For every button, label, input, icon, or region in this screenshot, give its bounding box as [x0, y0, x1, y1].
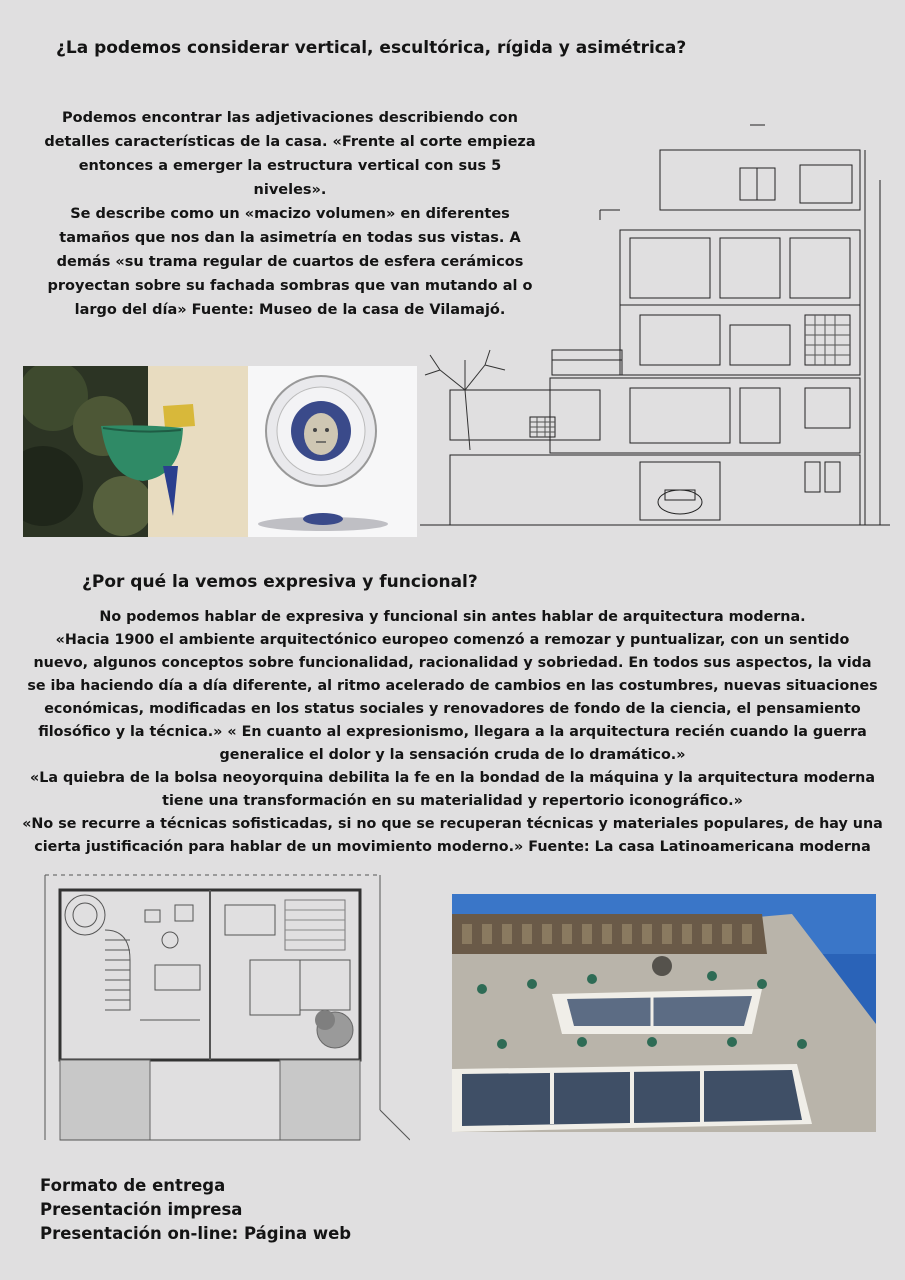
paragraph-line: económicas, modificadas en los status sociales y renovadores de fondo de la ciencia, el pensamiento	[44, 701, 861, 717]
heading-vertical-question: ¿La podemos considerar vertical, escultórica, rígida y asimétrica?	[56, 38, 687, 58]
paragraph-line: nuevo, algunos conceptos sobre funcionalidad, racionalidad y sobriedad. En todos sus aspectos, la vida	[33, 655, 872, 671]
paragraph-line: No podemos hablar de expresiva y funcional sin antes hablar de arquitectura moderna.	[99, 609, 806, 625]
paragraph-line: Podemos encontrar las adjetivaciones describiendo con	[62, 110, 518, 126]
delivery-line: Formato de entrega	[40, 1176, 226, 1195]
paragraph-line: cierta justificación para hablar de un movimiento moderno.» Fuente: La casa Latinoamericana moderna	[34, 839, 871, 855]
delivery-line: Presentación impresa	[40, 1200, 243, 1219]
paragraph-line: «Hacia 1900 el ambiente arquitectónico europeo comenzó a remozar y puntualizar, con un sentido	[55, 632, 850, 648]
paragraph-line: largo del día» Fuente: Museo de la casa de Vilamajó.	[74, 302, 506, 318]
floor-plan-drawing	[40, 870, 410, 1155]
paragraph-line: tamaños que nos dan la asimetría en todas sus vistas. A	[59, 230, 521, 246]
paragraph-line: se iba haciendo día a día diferente, al ritmo acelerado de cambios en las costumbres, nuevas situaciones	[27, 678, 878, 694]
paragraph-line: proyectan sobre su fachada sombras que van mutando al o	[47, 278, 533, 294]
paragraph-line: demás «su trama regular de cuartos de esfera cerámicos	[56, 254, 524, 270]
paragraph-modern-architecture	[10, 606, 895, 859]
paragraph-line: tiene una transformación en su materialidad y repertorio iconográfico.»	[162, 793, 743, 809]
delivery-line: Presentación on-line: Página web	[40, 1224, 352, 1243]
paragraph-line: filosófico y la técnica.» « En cuanto al expresionismo, llegara a la arquitectura recién cuando la guerra	[38, 724, 867, 740]
facade-photo	[452, 894, 876, 1132]
heading-expressive-question: ¿Por qué la vemos expresiva y funcional?	[82, 572, 478, 592]
delivery-format	[40, 1174, 351, 1246]
paragraph-line: «La quiebra de la bolsa neoyorquina debilita la fe en la bondad de la máquina y la arquitectura moderna	[29, 770, 876, 786]
paragraph-line: «No se recurre a técnicas sofisticadas, si no que se recuperan técnicas y materiales populares, de hay una	[22, 816, 883, 832]
paragraph-line: generalice el dolor y la sensación cruda de lo dramático.»	[219, 747, 686, 763]
ceramic-details-photos	[23, 366, 417, 537]
architectural-section-drawing	[420, 120, 890, 540]
paragraph-line: detalles características de la casa. «Frente al corte empieza	[44, 134, 536, 150]
paragraph-line: Se describe como un «macizo volumen» en diferentes	[70, 206, 510, 222]
paragraph-line: entonces a emerger la estructura vertical con sus 5 niveles».	[78, 158, 502, 198]
